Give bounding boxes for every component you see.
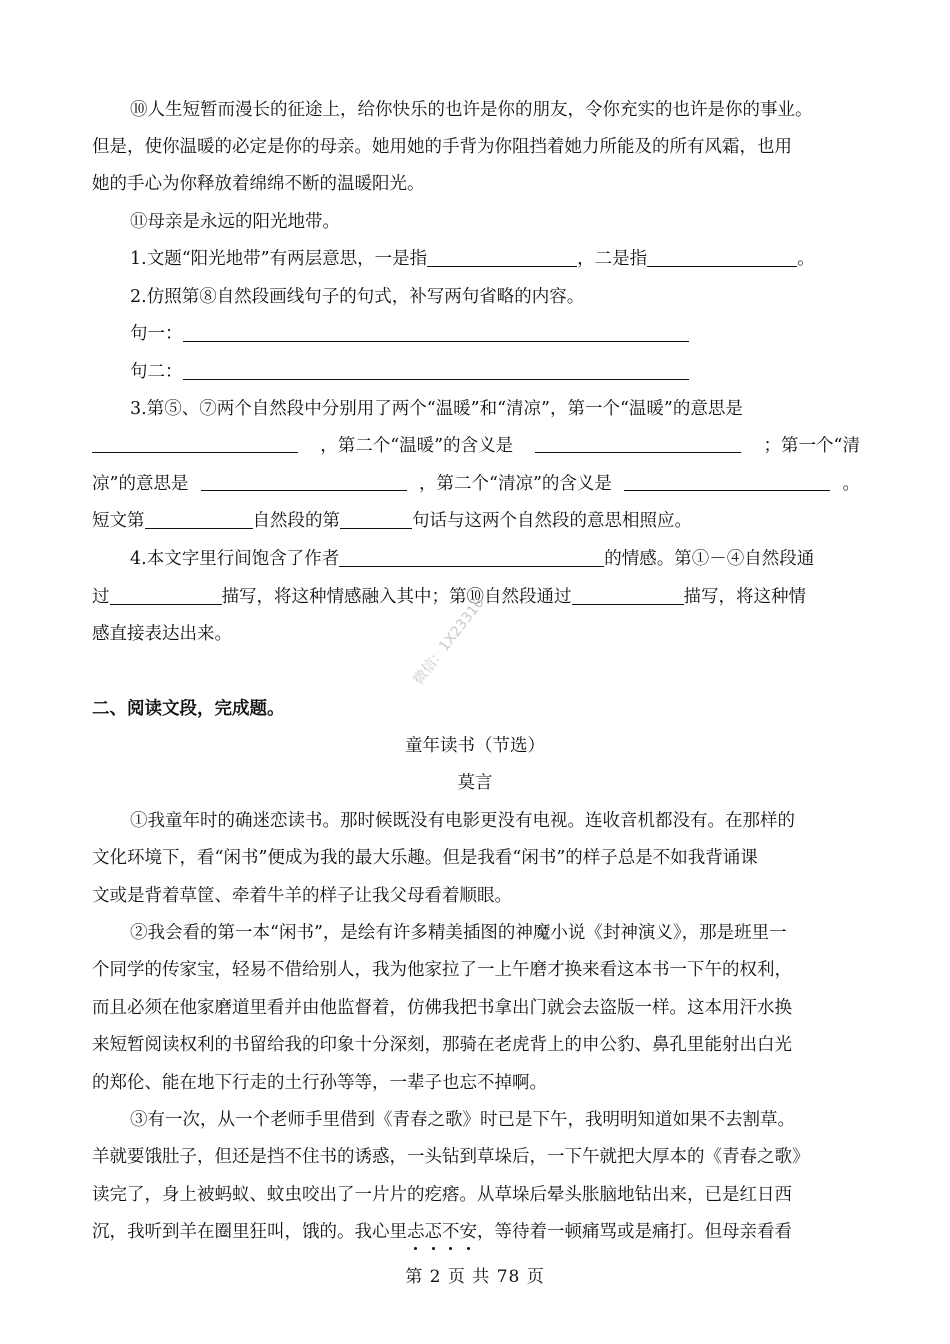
question-4-text-d: 描写，将这种情感融入其中；第⑩自然段通过 (221, 587, 572, 607)
sentence-1-blank[interactable] (183, 323, 689, 342)
question-1-text-a: 1.文题“阳光地带”有两层意思，一是指 (130, 249, 428, 269)
question-4-blank-2[interactable] (110, 586, 222, 605)
paragraph-11: ⑪母亲是永远的阳光地带。 (130, 212, 340, 232)
question-4-text-a: 4.本文字里行间饱含了作者 (130, 549, 340, 569)
question-4-text-c: 过 (92, 587, 110, 607)
article-paragraph-3-line-1: ③有一次，从一个老师手里借到《青春之歌》时已是下午，我明明知道如果不去割草。 (130, 1110, 795, 1130)
question-3-text-c: 凉”的意思是 (92, 474, 189, 494)
paragraph-10-line-2: 但是，使你温暖的必定是你的母亲。她用她的手背为你阻挡着她力所能及的所有风霜，也用 (92, 137, 792, 157)
article-paragraph-2-line-3: 而且必须在他家磨道里看并由他监督着，仿佛我把书拿出门就会去盗版一样。这本用汗水换 (92, 998, 792, 1018)
question-3-text-e: 。 (842, 474, 860, 494)
dotted-emphasis-word (407, 1222, 477, 1242)
question-4-blank-1[interactable] (339, 548, 604, 567)
question-2-sentence-1 (130, 322, 860, 346)
question-2: 2.仿照第⑧自然段画线句子的句式，补写两句省略的内容。 (130, 287, 585, 307)
question-3-blank-1[interactable] (92, 434, 298, 453)
dotted-char: 忐 (407, 1222, 425, 1242)
question-3-blank-2[interactable] (535, 434, 741, 453)
question-1-text-c: 。 (797, 249, 815, 269)
article-paragraph-1-line-1: ①我童年时的确迷恋读书。那时候既没有电影更没有电视。连收音机都没有。在那样的 (130, 811, 795, 831)
question-1 (130, 247, 860, 271)
question-3-blank-3[interactable] (201, 472, 407, 491)
article-paragraph-2-line-5: 的郑伦、能在地下行走的土行孙等等，一辈子也忘不掉啊。 (92, 1073, 547, 1093)
article-paragraph-2-line-4: 来短暂阅读权利的书留给我的印象十分深刻，那骑在老虎背上的申公豹、鼻孔里能射出白光 (92, 1035, 792, 1055)
watermark: 微信：1X23316 (410, 595, 488, 688)
question-3-text-b: ；第一个“清 (763, 436, 860, 456)
question-3-text-d: ，第二个“清凉”的含义是 (419, 474, 612, 494)
sentence-2-blank[interactable] (183, 361, 689, 380)
question-3-blank-5[interactable] (145, 510, 253, 529)
question-2-sentence-2 (130, 360, 860, 384)
page-footer: 第 2 页 共 78 页 (405, 1267, 545, 1287)
question-3-text-f: 短文第 (92, 511, 145, 531)
question-4-line-3: 感直接表达出来。 (92, 624, 232, 644)
question-3-blank-4[interactable] (624, 472, 830, 491)
question-3-text-a: ，第二个“温暖”的含义是 (320, 436, 514, 456)
sentence-1-label: 句一： (130, 324, 183, 344)
question-4-text-b: 的情感。第①－④自然段通 (604, 549, 815, 569)
article-paragraph-3-line-2: 羊就要饿肚子，但还是挡不住书的诱惑，一头钻到草垛后，一下午就把大厚本的《青春之歌》 (92, 1147, 810, 1167)
article-paragraph-2-line-1: ②我会看的第一本“闲书”，是绘有许多精美插图的神魔小说《封神演义》，那是班里一 (130, 923, 787, 943)
question-3-line-4 (92, 509, 860, 533)
dotted-char: 不 (442, 1222, 460, 1242)
question-3-line-2 (92, 434, 860, 458)
dotted-char: 安 (459, 1222, 477, 1242)
article-paragraph-1-line-3: 文或是背着草筐、牵着牛羊的样子让我父母看着顺眼。 (92, 886, 512, 906)
article-author: 莫言 (457, 773, 493, 793)
question-3-text-h: 句话与这两个自然段的意思相照应。 (412, 511, 692, 531)
question-1-blank-1[interactable] (427, 248, 577, 267)
question-3-line-1: 3.第⑤、⑦两个自然段中分别用了两个“温暖”和“清凉”，第一个“温暖”的意思是 (130, 399, 743, 419)
question-3-blank-6[interactable] (340, 510, 412, 529)
paragraph-3-text-b: ，等待着一顿痛骂或是痛打。但母亲看看 (477, 1222, 792, 1242)
article-paragraph-1-line-2: 文化环境下，看“闲书”便成为我的最大乐趣。但是我看“闲书”的样子总是不如我背诵课 (92, 848, 758, 868)
dotted-char: 忑 (424, 1222, 442, 1242)
question-4-line-1 (130, 547, 860, 571)
question-4-blank-3[interactable] (572, 586, 684, 605)
paragraph-10-line-1: ⑩人生短暂而漫长的征途上，给你快乐的也许是你的朋友，令你充实的也许是你的事业。 (130, 100, 813, 120)
question-4-text-e: 描写，将这种情 (683, 587, 806, 607)
article-paragraph-3-line-3: 读完了，身上被蚂蚁、蚊虫咬出了一片片的疙瘩。从草垛后晕头胀脑地钻出来，已是红日西 (92, 1185, 792, 1205)
section-2-heading: 二、阅读文段，完成题。 (92, 699, 285, 719)
question-3-line-3 (92, 472, 860, 496)
question-3-text-g: 自然段的第 (252, 511, 340, 531)
paragraph-3-text-a: 沉，我听到羊在圈里狂叫，饿的。我心里 (92, 1222, 407, 1242)
sentence-2-label: 句二： (130, 362, 183, 382)
article-paragraph-2-line-2: 个同学的传家宝，轻易不借给别人，我为他家拉了一上午磨才换来看这本书一下午的权利， (92, 960, 792, 980)
article-paragraph-3-line-4 (92, 1220, 860, 1244)
paragraph-10-line-3: 她的手心为你释放着绵绵不断的温暖阳光。 (92, 174, 425, 194)
article-title: 童年读书（节选） (405, 736, 545, 756)
question-1-blank-2[interactable] (647, 248, 797, 267)
question-1-text-b: ，二是指 (577, 249, 648, 269)
